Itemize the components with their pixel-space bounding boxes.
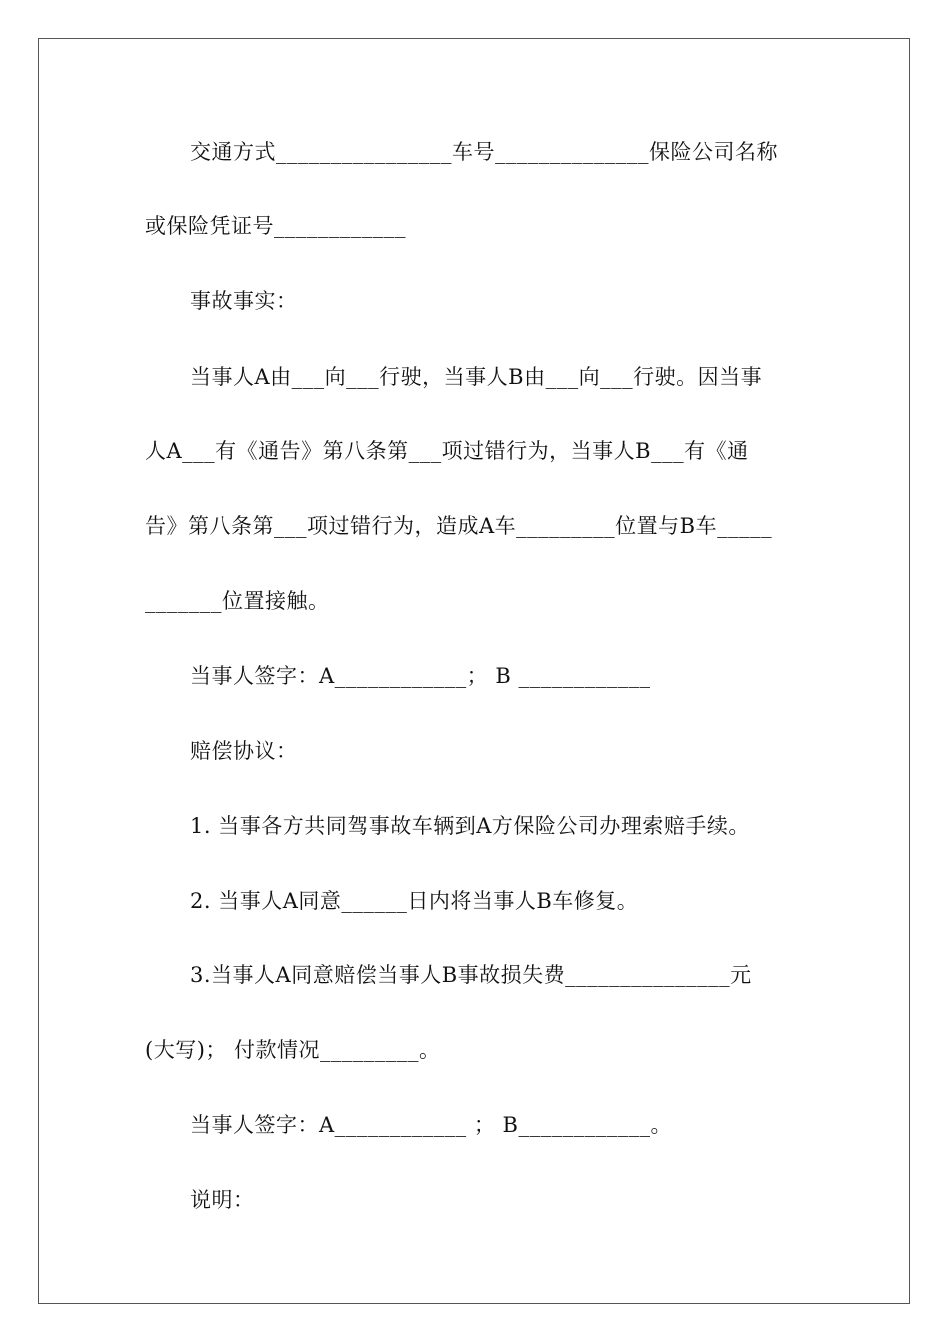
notes-heading: 说明： — [190, 1188, 255, 1212]
party-signature-line-1: 当事人签字：A____________； B ____________ — [190, 664, 651, 688]
accident-facts-line-1: 当事人A由___向___行驶，当事人B由___向___行驶。因当事 — [190, 365, 763, 389]
accident-facts-line-3: 告》第八条第___项过错行为，造成A车_________位置与B车_____ — [145, 514, 773, 538]
agreement-item-1: 1. 当事各方共同驾事故车辆到A方保险公司办理索赔手续。 — [190, 814, 750, 838]
agreement-item-3-line-2: (大写)； 付款情况_________。 — [145, 1038, 441, 1062]
agreement-item-2: 2. 当事人A同意______日内将当事人B车修复。 — [190, 889, 639, 913]
transport-info-line: 交通方式________________车号______________保险公司名称 — [190, 140, 778, 164]
accident-facts-heading: 事故事实： — [190, 289, 298, 313]
accident-facts-line-4: _______位置接触。 — [145, 589, 330, 613]
agreement-item-3-line-1: 3.当事人A同意赔偿当事人B事故损失费_______________元 — [190, 963, 752, 987]
accident-facts-line-2: 人A___有《通告》第八条第___项过错行为，当事人B___有《通 — [145, 439, 749, 463]
compensation-agreement-heading: 赔偿协议： — [190, 739, 298, 763]
insurance-certificate-line: 或保险凭证号____________ — [145, 214, 406, 238]
party-signature-line-2: 当事人签字：A____________ ； B____________。 — [190, 1113, 672, 1137]
